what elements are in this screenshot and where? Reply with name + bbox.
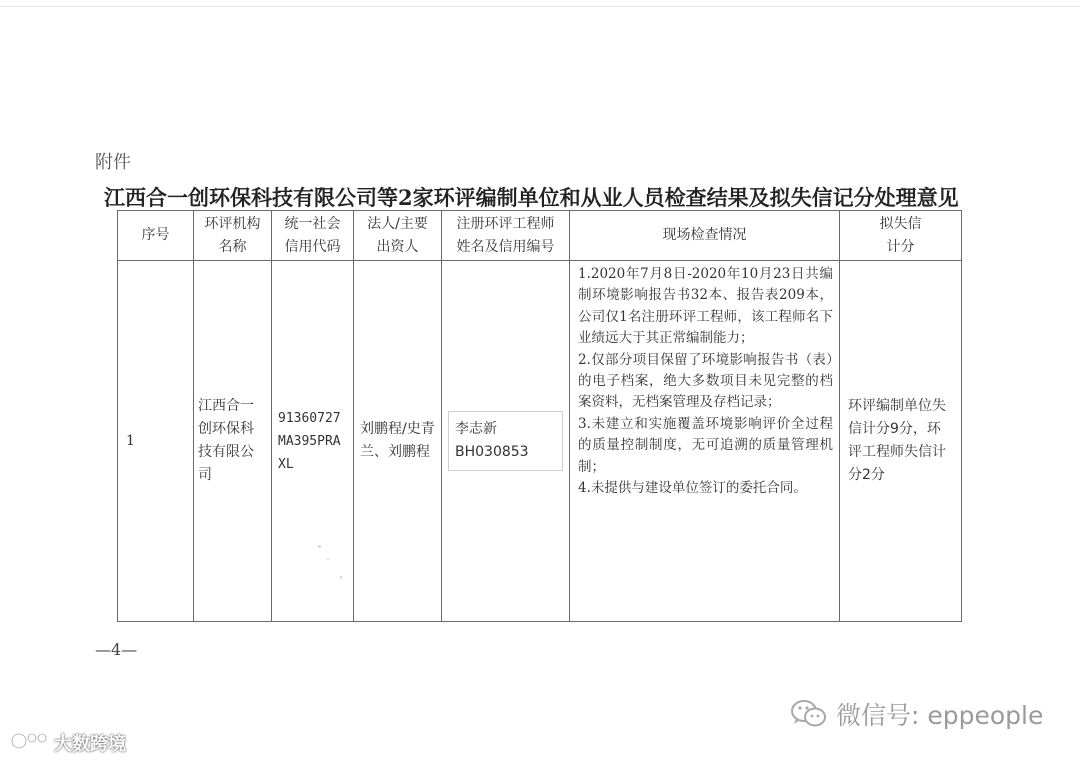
row-engineer	[442, 261, 570, 622]
brand-watermark	[10, 729, 126, 757]
scan-speck	[340, 576, 342, 579]
row-seq: 1	[118, 261, 194, 622]
header-findings: 现场检查情况	[570, 211, 840, 261]
header-org: 环评机构 名称	[194, 211, 272, 261]
header-rep: 法人/主要 出资人	[354, 211, 442, 261]
header-score: 拟失信 计分	[840, 211, 962, 261]
header-seq: 序号	[118, 211, 194, 261]
wechat-id-text: 微信号: eppeople	[836, 701, 1044, 730]
brand-logo-icon	[10, 730, 50, 757]
top-rule	[0, 6, 1080, 7]
header-row	[118, 211, 962, 261]
finding-item: 4.未提供与建设单位签订的委托合同。	[578, 480, 807, 497]
scan-speck	[318, 545, 321, 548]
header-code: 统一社会 信用代码	[272, 211, 354, 261]
row-score: 环评编制单位失信计分9分，环评工程师失信计分2分	[840, 261, 962, 622]
table-row	[118, 261, 962, 622]
wechat-watermark	[790, 696, 1043, 732]
document-title: 江西合一创环保科技有限公司等2家环评编制单位和从业人员检查结果及拟失信记分处理意见	[104, 185, 959, 210]
wechat-logo-icon	[790, 698, 828, 730]
finding-item: 3.未建立和实施覆盖环境影响评价全过程的质量控制制度，无可追溯的质量管理机制；	[578, 415, 833, 475]
header-eng: 注册环评工程师 姓名及信用编号	[442, 211, 570, 261]
inspection-table	[117, 210, 962, 622]
scan-speck	[327, 558, 329, 560]
row-credit-code: 91360727MA395PRAXL	[272, 261, 354, 622]
attachment-label: 附件	[95, 152, 131, 173]
row-findings	[570, 261, 840, 622]
page-number: —4—	[95, 640, 138, 659]
engineer-credit-code: BH030853	[455, 444, 529, 460]
row-legal-rep: 刘鹏程/史青兰、刘鹏程	[354, 261, 442, 622]
row-org-name: 江西合一创环保科技有限公司	[194, 261, 272, 622]
finding-item: 2.仅部分项目保留了环境影响报告书（表）的电子档案，绝大多数项目未见完整的档案资料，无档案管理及存档记录；	[578, 351, 833, 411]
brand-name: 大数跨境	[54, 734, 126, 755]
finding-item: 1.2020年7月8日-2020年10月23日共编制环境影响报告书32本、报告表209本，公司仅1名注册环评工程师，该工程师名下业绩远大于其正常编制能力；	[578, 266, 833, 347]
engineer-name: 李志新	[455, 421, 497, 437]
engineer-box	[448, 411, 563, 471]
